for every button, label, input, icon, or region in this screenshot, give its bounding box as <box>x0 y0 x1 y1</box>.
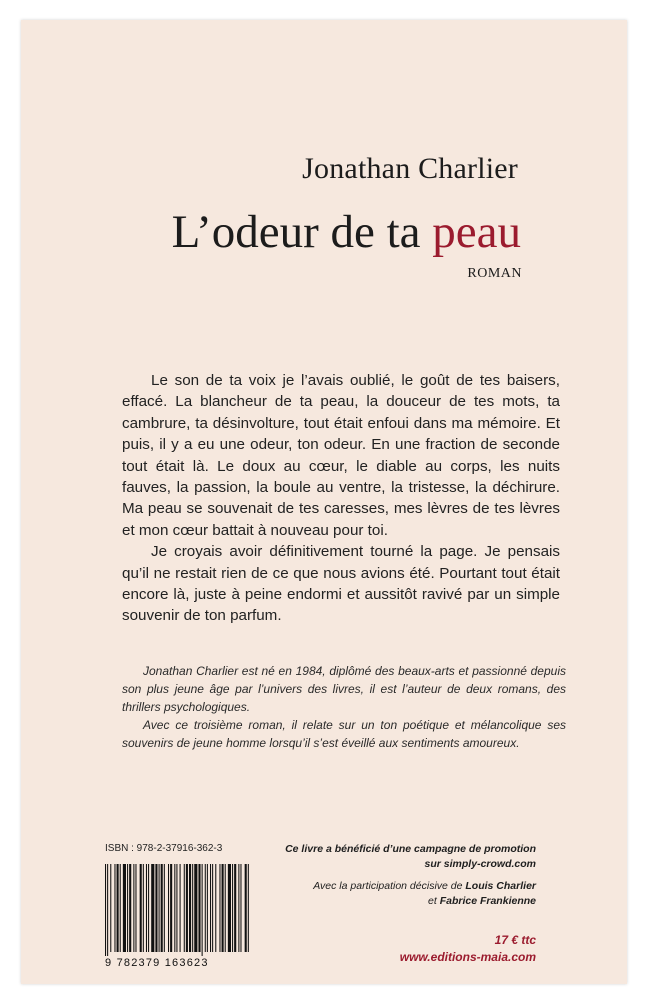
barcode-bar <box>219 864 220 952</box>
barcode-bar <box>234 864 236 952</box>
participant-name-2: Fabrice Frankienne <box>439 895 536 907</box>
participation-line-2 <box>313 894 536 909</box>
barcode-digits: 9 782379 163623 <box>105 957 209 969</box>
barcode-bar <box>215 864 216 952</box>
barcode-bar <box>161 864 163 952</box>
barcode-bar <box>133 864 134 952</box>
barcode-bar <box>148 864 149 952</box>
promotion-note <box>285 842 536 872</box>
barcode-bar <box>245 864 247 952</box>
barcode-bar <box>143 864 144 952</box>
participation-note <box>313 879 536 909</box>
price-block <box>400 932 536 966</box>
barcode-bar <box>127 864 128 952</box>
barcode-bar <box>210 864 211 952</box>
barcode-bar <box>212 864 213 952</box>
participation-line-1 <box>313 879 536 894</box>
barcode-bar <box>184 864 185 952</box>
isbn-label: ISBN : 978-2-37916-362-3 <box>105 843 223 854</box>
barcode-bar <box>194 864 197 952</box>
blurb-text <box>122 370 560 627</box>
barcode-bar <box>248 864 249 952</box>
barcode-bar <box>123 864 126 952</box>
barcode-bar <box>135 864 136 952</box>
barcode <box>103 864 251 956</box>
bio-paragraph: Jonathan Charlier est né en 1984, diplômé des beaux-arts et passionné depuis son plus jeune âge par l’univers des livres, il est l’auteur de deux romans, des thrillers psychologiques. <box>122 664 566 714</box>
publisher-website: www.editions-maia.com <box>399 950 536 964</box>
genre-label: ROMAN <box>467 266 522 281</box>
barcode-bar <box>168 864 169 952</box>
barcode-bar <box>129 864 131 952</box>
barcode-bar <box>238 864 239 952</box>
barcode-bar <box>105 864 106 956</box>
barcode-bar <box>146 864 147 952</box>
barcode-bar <box>186 864 188 952</box>
barcode-bar <box>207 864 208 952</box>
barcode-bar <box>225 864 226 952</box>
barcode-bar <box>228 864 231 952</box>
barcode-bar <box>240 864 241 952</box>
barcode-bar <box>222 864 224 952</box>
author-name: Jonathan Charlier <box>302 152 518 185</box>
title-accent-word: peau <box>432 206 521 258</box>
blurb-paragraph: Je croyais avoir définitivement tourné la page. Je pensais qu’il ne restait rien de ce que nous avions été. Pourtant tout était encore là, juste à peine endormi et aussitôt ravivé par un simple souvenir de ton parfum. <box>122 543 560 625</box>
bio-paragraph: Avec ce troisième roman, il relate sur un ton poétique et mélancolique ses souvenirs de jeune homme lorsqu’il s’est éveillé aux sentiments amoureux. <box>122 718 566 750</box>
title-main: L’odeur de ta <box>171 206 433 258</box>
blurb-paragraph: Le son de ta voix je l’avais oublié, le goût de tes baisers, effacé. La blancheur de ta peau, la douceur de tes mots, ta cambrure, ta désinvolture, tout était enfoui dans ma mémoire. Et puis, il y a eu une odeur, ton odeur. En une fraction de seconde tout était là. Le doux au cœur, le diable au corps, les nuits fauves, la passion, la boule au ventre, la tristesse, la déchirure. Ma peau se souvenait de tes caresses, mes lèvres de tes lèvres et mon cœur battait à nouveau pour toi. <box>122 372 560 539</box>
promotion-line-1: Ce livre a bénéficié d’une campagne de promotion <box>285 843 536 855</box>
barcode-bar <box>198 864 200 952</box>
barcode-bar <box>232 864 233 952</box>
promotion-line-2: sur simply-crowd.com <box>424 858 536 870</box>
author-bio <box>122 662 566 752</box>
barcode-bar <box>151 864 154 952</box>
participation-prefix: Avec la participation décisive de <box>313 880 466 892</box>
barcode-bar <box>155 864 157 952</box>
barcode-bar <box>189 864 191 952</box>
barcode-bar <box>114 864 115 952</box>
barcode-bar <box>192 864 193 952</box>
barcode-bar <box>174 864 175 952</box>
barcode-bar <box>164 864 165 952</box>
book-title <box>172 205 521 259</box>
back-cover <box>21 20 627 984</box>
barcode-bar <box>110 864 111 952</box>
barcode-bar <box>202 864 203 956</box>
barcode-bar <box>176 864 177 952</box>
barcode-bar <box>140 864 142 952</box>
barcode-bar <box>107 864 108 956</box>
barcode-bar <box>159 864 160 952</box>
barcode-bar <box>117 864 119 952</box>
barcode-bar <box>205 864 206 952</box>
price: 17 € ttc <box>494 933 536 947</box>
barcode-bar <box>120 864 121 952</box>
barcode-bar <box>180 864 181 952</box>
barcode-bar <box>170 864 172 952</box>
participant-name-1: Louis Charlier <box>465 880 536 892</box>
participation-conjunction: et <box>428 895 440 907</box>
